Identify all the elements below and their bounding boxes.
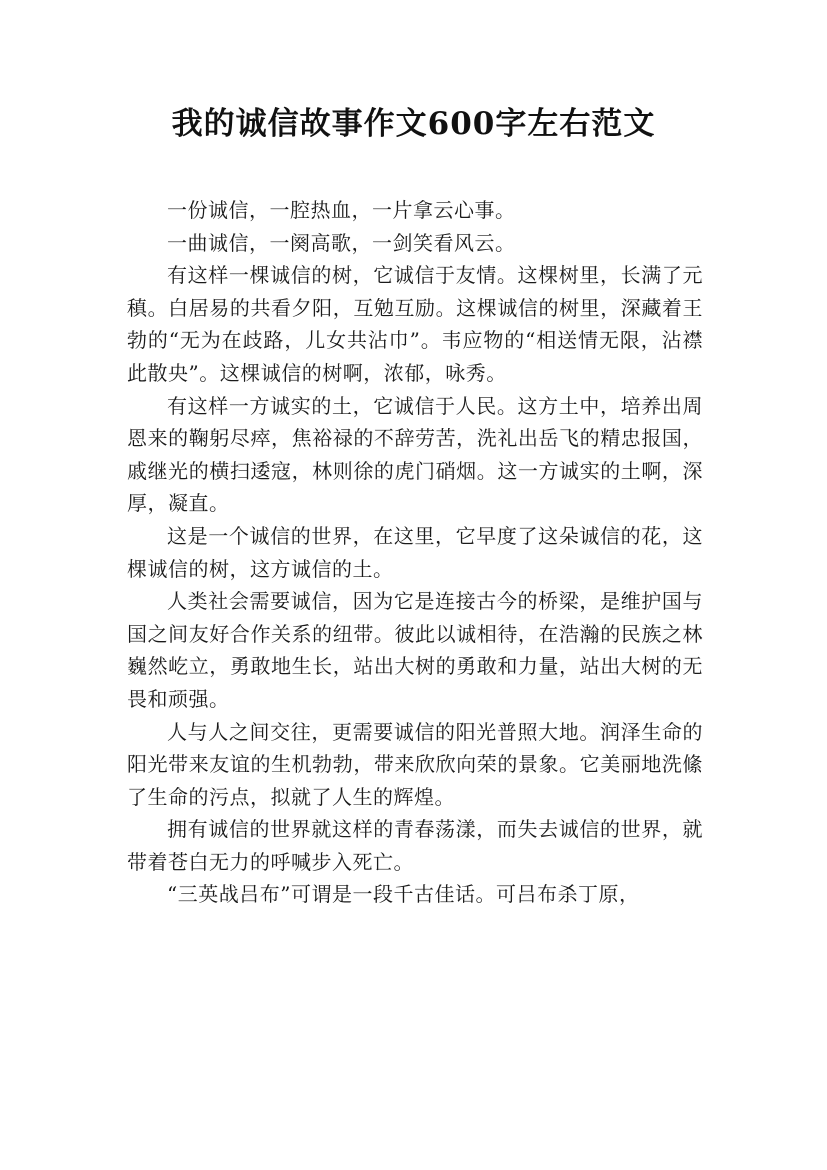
paragraph: 一曲诚信，一阕高歌，一剑笑看风云。 bbox=[167, 230, 516, 255]
document-body bbox=[127, 194, 703, 911]
paragraph: 人类社会需要诚信，因为它是连接古今的桥梁，是维护国与国之间友好合作关系的纽带。彼此以诚相待，在浩瀚的民族之林巍然屹立，勇敢地生长，站出大树的勇敢和力量，站出大树的无畏和顽强。 bbox=[127, 589, 703, 711]
paragraph: 一份诚信，一腔热血，一片拿云心事。 bbox=[167, 198, 516, 222]
paragraph: 人与人之间交往，更需要诚信的阳光普照大地。润泽生命的阳光带来友谊的生机勃勃，带来欣欣向荣的景象。它美丽地洗絛了生命的污点，拟就了人生的辉煌。 bbox=[127, 719, 703, 809]
document-title: 我的诚信故事作文600字左右范文 bbox=[171, 106, 656, 142]
paragraph: 有这样一棵诚信的树，它诚信于友情。这棵树里，长满了元稹。白居易的共看夕阳，互勉互励。这棵诚信的树里，深藏着王勃的“无为在歧路，儿女共沾巾”。韦应物的“相送情无限，沾襟此散央”。这棵诚信的树啊，浓郁，咏秀。 bbox=[127, 263, 703, 385]
paragraph: 这是一个诚信的世界，在这里，它早度了这朵诚信的花，这棵诚信的树，这方诚信的土。 bbox=[127, 523, 703, 581]
paragraph: 拥有诚信的世界就这样的青春荡漾，而失去诚信的世界，就带着苍白无力的呼喊步入死亡。 bbox=[127, 817, 703, 874]
paragraph: 有这样一方诚实的土，它诚信于人民。这方土中，培养出周恩来的鞠躬尽瘁，焦裕禄的不辞劳苦，洗礼出岳飞的精忠报国，戚继光的横扫逶寇，林则徐的虎门硝烟。这一方诚实的土啊，深厚，凝直。 bbox=[127, 393, 703, 516]
paragraph: “三英战吕布”可谓是一段千古佳话。可吕布杀丁原， bbox=[167, 882, 640, 907]
